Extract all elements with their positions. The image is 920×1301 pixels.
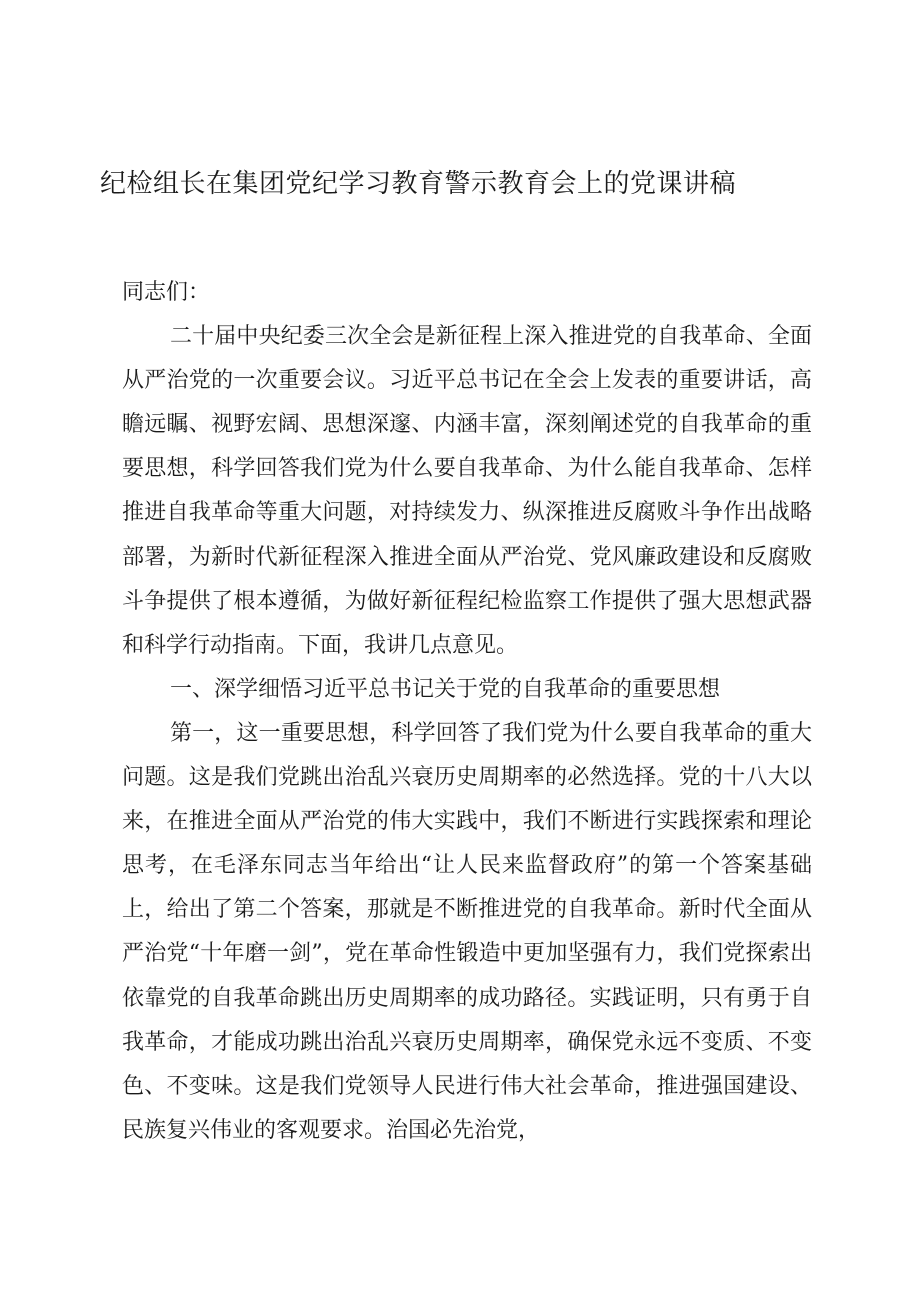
document-title: 纪检组长在集团党纪学习教育警示教育会上的党课讲稿 [100,169,737,199]
paragraph-first-point: 第一，这一重要思想，科学回答了我们党为什么要自我革命的重大问题。这是我们党跳出治乱兴衰历史周期率的必然选择。党的十八大以来，在推进全面从严治党的伟大实践中，我们不断进行实践探索和理论思考，在毛泽东同志当年给出“让人民来监督政府”的第一个答案基础上，给出了第二个答案，那就是不断推进党的自我革命。新时代全面从严治党“十年磨一剑”，党在革命性锻造中更加坚强有力，我们党探索出依靠党的自我革命跳出历史周期率的成功路径。实践证明，只有勇于自我革命，才能成功跳出治乱兴衰历史周期率，确保党永远不变质、不变色、不变味。这是我们党领导人民进行伟大社会革命，推进强国建设、民族复兴伟业的客观要求。治国必先治党， [122,720,812,1143]
paragraph-intro: 二十届中央纪委三次全会是新征程上深入推进党的自我革命、全面从严治党的一次重要会议。习近平总书记在全会上发表的重要讲话，高瞻远瞩、视野宏阔、思想深邃、内涵丰富，深刻阐述党的自我革命的重要思想，科学回答我们党为什么要自我革命、为什么能自我革命、怎样推进自我革命等重大问题，对持续发力、纵深推进反腐败斗争作出战略部署，为新时代新征程深入推进全面从严治党、党风廉政建设和反腐败斗争提供了根本遵循，为做好新征程纪检监察工作提供了强大思想武器和科学行动指南。下面，我讲几点意见。 [122,324,812,658]
document-body [122,271,812,1153]
salutation: 同志们： [122,280,211,305]
section-heading-1: 一、深学细悟习近平总书记关于党的自我革命的重要思想 [170,676,721,702]
